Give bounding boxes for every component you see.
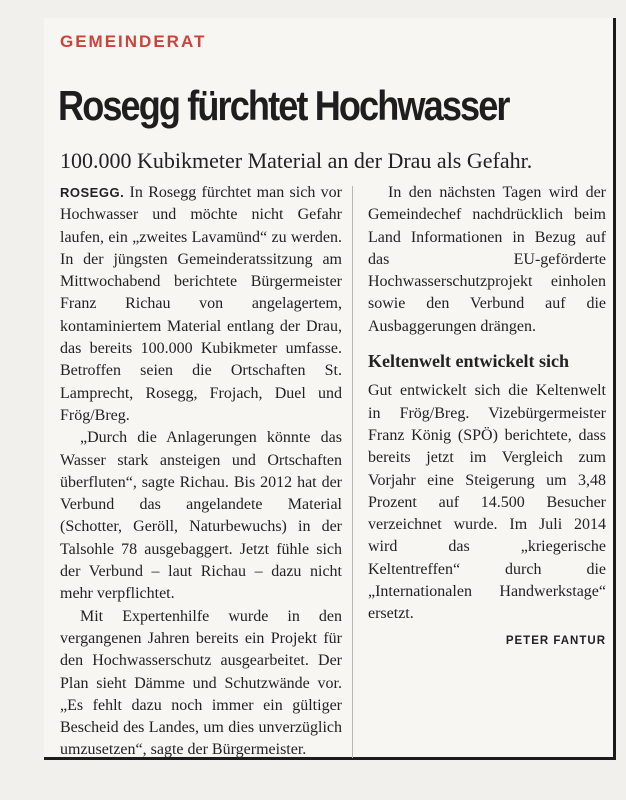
dateline: ROSEGG. [60,185,125,200]
article-column-left [60,182,342,762]
paragraph-text: In Rosegg fürchtet man sich vor Hochwasser und möchte nicht Gefahr laufen, ein „zweites Lavamünd“ zu werden. In der jüngsten Gemeinderatssitzung am Mittwochabend berichtete Bürgermeister Franz Richau von angelagertem, kontaminiertem Material entlang der Drau, das bereits 100.000 Kubikmeter umfasse. Betroffen seien die Ortschaften St. Lamprecht, Rosegg, Frojach, Duel und Frög/Breg. [60,184,342,424]
article-column-right [368,182,606,652]
newspaper-clipping [44,18,616,760]
column-divider [352,186,353,758]
article-headline: Rosegg fürchtet Hochwasser [58,82,509,129]
article-paragraph: Gut entwickelt sich die Keltenwelt in Frög/Breg. Vizebürgermeister Franz König (SPÖ) berichtete, dass bereits jetzt im Vergleich zum Vorjahr eine Steigerung um 3,48 Prozent auf 14.500 Besucher verzeichnet wurde. Im Juli 2014 wird das „kriegerische Keltentreffen“ durch die „Internationalen Handwerkstage“ ersetzt. [368,382,606,623]
section-kicker: GEMEINDERAT [60,32,207,51]
author-byline: PETER FANTUR [505,634,606,647]
article-subheading: Keltenwelt entwickelt sich [368,351,569,372]
article-paragraph: „Durch die Anlagerungen könnte das Wasser stark ansteigen und Ortschaften überfluten“, sagte Richau. Bis 2012 hat der Verbund das angelandete Material (Schotter, Geröll, Naturbewuchs) in der Talsohle 78 ausgebaggert. Jetzt fühle sich der Verbund – laut Richau – dazu nicht mehr verpflichtet. [60,429,342,603]
article-paragraph [60,182,342,427]
article-paragraph: Mit Expertenhilfe wurde in den vergangenen Jahren bereits ein Projekt für den Hochwasserschutz ausgearbeitet. Der Plan sieht Dämme und Schutzwände vor. „Es fehlt dazu noch immer ein gültiger Bescheid des Landes, um dies unverzüglich umzusetzen“, sagte der Bürgermeister. [60,607,342,759]
article-subheadline: 100.000 Kubikmeter Material an der Drau als Gefahr. [60,148,533,173]
article-paragraph: In den nächsten Tagen wird der Gemeindechef nachdrücklich beim Land Informationen in Bezug auf das EU-geförderte Hochwasserschutzprojekt einholen sowie den Verbund auf die Ausbaggerungen drängen. [368,184,606,335]
